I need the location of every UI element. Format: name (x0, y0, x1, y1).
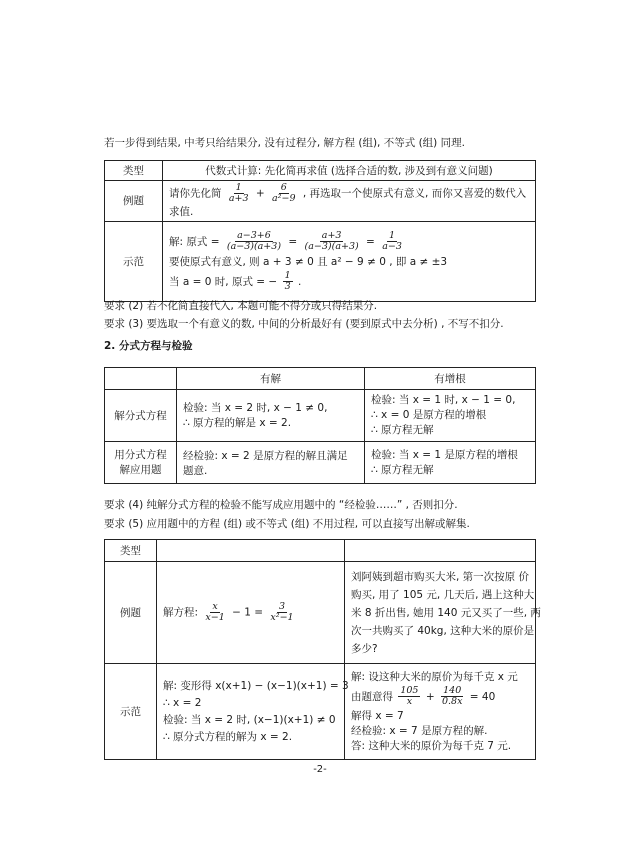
fraction: $\frac{1}{a-3}$ (382, 230, 402, 253)
cell-line: 刘阿姨到超市购买大米, 第一次按原 价 (351, 570, 530, 583)
fraction: $\frac{105}{x}$ (400, 685, 419, 707)
cell-line: 解应用题 (119, 463, 162, 476)
fraction: $\frac{1}{3}$ (284, 270, 291, 293)
fraction-equation-table (104, 367, 536, 484)
table3-header-blank-2 (345, 540, 536, 562)
fraction: $\frac{a-3+6}{(a-3)(a+3)}$ (226, 230, 282, 253)
cell-line: 米 8 折出售, 她用 140 元又买了一些, 两 (351, 606, 541, 619)
fraction: $\frac{140}{0.8x}$ (441, 685, 463, 707)
table2-row1-solution (177, 390, 365, 442)
cell-line: 检验: 当 x = 2 时, (x−1)(x+1) ≠ 0 (163, 713, 336, 726)
cell-line: ∴ x = 0 是原方程的增根 (371, 409, 487, 421)
cell-line: 解: 设这种大米的原价为每千克 x 元 (351, 670, 518, 683)
demo-line-3: 当 a = 0 时, 原式 = − $\frac{1}{3}$ . (169, 270, 302, 293)
table2-header-extraneous-root: 有增根 (365, 368, 536, 390)
table3-demo-right (345, 664, 536, 760)
table3-header-blank-1 (157, 540, 345, 562)
table1-example-cell (163, 181, 536, 222)
cell-line: 答: 这种大米的原价为每千克 7 元. (351, 739, 512, 752)
cell-line: ∴ 原方程的解是 x = 2. (183, 416, 292, 429)
table1-demo-label: 示范 (105, 221, 163, 301)
cell-line: 解: 变形得 x(x+1) − (x−1)(x+1) = 3 (163, 679, 349, 692)
table2-row1-label: 解分式方程 (105, 390, 177, 442)
requirement-3: 要求 (3) 要选取一个有意义的数, 中间的分析最好有 (要到原式中去分析) , 不写不扣分. (104, 318, 504, 330)
cell-line: ∴ 原方程无解 (371, 424, 434, 436)
table3-example-equation: 解方程: $\frac{x}{x-1}$ − 1 = $\frac{3}{\text{x²−1}}$ (157, 562, 345, 664)
cell-line: 检验: 当 x = 1 时, x − 1 = 0, (371, 394, 516, 406)
table2-row2-label (105, 442, 177, 484)
table1-header-topic: 代数式计算: 先化简再求值 (选择合适的数, 涉及到有意义问题) (163, 161, 536, 181)
cell-line: 由题意得 $\frac{105}{x}$ + $\frac{140}{0.8x}$ = 40 (351, 685, 496, 707)
fraction: $\frac{1}{a+3}$ (228, 182, 249, 204)
page-number: -2- (313, 764, 327, 775)
demo-line-1: 解: 原式 = $\frac{a-3+6}{(a-3)(a+3)}$ = $\frac{a+3}{(a-3)(a+3)}$ = $\frac{1}{a-3}$ (169, 230, 402, 253)
table2-header-has-solution: 有解 (177, 368, 365, 390)
cell-line: 检验: 当 x = 1 是原方程的增根 (371, 448, 518, 461)
table1-demo-cell (163, 221, 536, 301)
fraction: $\frac{3}{\text{x²−1}}$ (270, 601, 294, 623)
requirement-2: 要求 (2) 若不化简直接代入, 本题可能不得分或只得结果分. (104, 300, 378, 312)
cell-line: ∴ 原分式方程的解为 x = 2. (163, 730, 293, 743)
fraction: $\frac{6}{\text{a²−9}}$ (272, 182, 296, 204)
application-table (104, 539, 541, 760)
table2-row1-extraneous (365, 390, 536, 442)
table2-row2-extraneous (365, 442, 536, 484)
table3-demo-left (157, 664, 349, 760)
demo-line-2: 要使原式有意义, 则 a + 3 ≠ 0 且 a² − 9 ≠ 0 , 即 a ≠ ±3 (169, 255, 448, 268)
table2-header-blank (105, 368, 177, 390)
cell-line: 用分式方程 (114, 448, 167, 461)
cell-line: 检验: 当 x = 2 时, x − 1 ≠ 0, (183, 401, 328, 414)
requirement-4: 要求 (4) 纯解分式方程的检验不能写成应用题中的 “经检验……” , 否则扣分. (104, 499, 458, 511)
cell-line: 经检验: x = 7 是原方程的解. (351, 724, 488, 737)
table3-example-word-problem (345, 562, 541, 664)
table1-header-type: 类型 (105, 161, 163, 181)
cell-line: 购买, 用了 105 元, 几天后, 遇上这种大 (351, 588, 535, 601)
cell-line: ∴ x = 2 (163, 696, 202, 709)
fraction: $\frac{x}{x-1}$ (205, 601, 225, 623)
example-prefix: 请你先化简 (169, 187, 222, 200)
fraction: $\frac{a+3}{(a-3)(a+3)}$ (304, 230, 359, 253)
cell-line: 解得 x = 7 (351, 709, 404, 722)
algebra-table (104, 160, 536, 302)
plus-sign: + (255, 187, 265, 200)
table2-row2-solution: 经检验: x = 2 是原方程的解且满足题意. (177, 442, 365, 484)
table3-example-label: 例题 (105, 562, 157, 664)
section-2-title: 2. 分式方程与检验 (104, 340, 193, 352)
example-suffix: , 再选取一个使原式有意义, 而你又喜爱的数代入求值. (169, 187, 527, 218)
intro-text: 若一步得到结果, 中考只给结果分, 没有过程分, 解方程 (组), 不等式 (组) 同理. (104, 137, 465, 149)
table3-demo-label: 示范 (105, 664, 157, 760)
table1-example-label: 例题 (105, 181, 163, 222)
cell-line: 多少? (351, 642, 378, 655)
cell-line: ∴ 原方程无解 (371, 463, 434, 476)
cell-line: 次一共购买了 40kg, 这种大米的原价是 (351, 624, 535, 637)
requirement-5: 要求 (5) 应用题中的方程 (组) 或不等式 (组) 不用过程, 可以直接写出解或解集. (104, 518, 470, 530)
table3-header-type: 类型 (105, 540, 157, 562)
